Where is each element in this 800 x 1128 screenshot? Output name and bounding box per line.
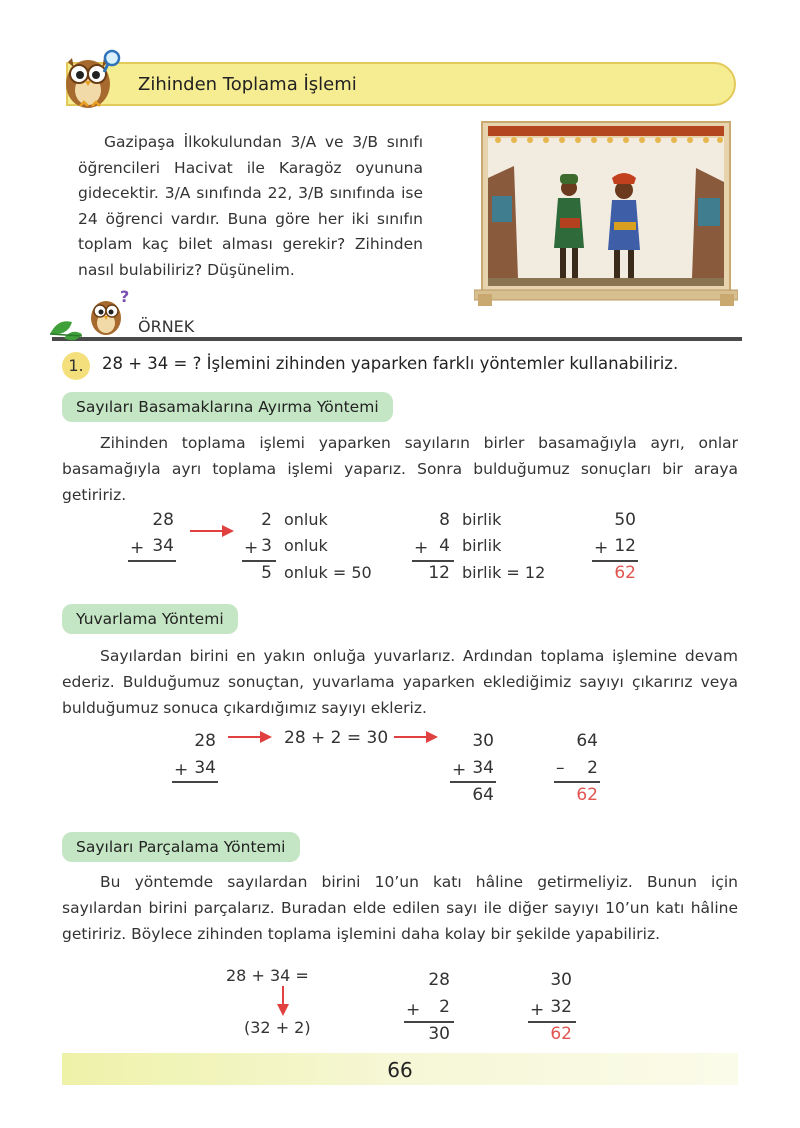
m2c3-b: 34 [472,758,494,778]
m2c1-line [172,781,218,783]
owl-question-icon [86,288,136,338]
method3-label: Sayıları Parçalama Yöntemi [62,832,300,862]
m3c2-r: 30 [428,1024,450,1044]
m1c4-b: 12 [614,536,636,556]
m3c3-result: 62 [550,1024,572,1044]
m3c3-plus: + [530,1000,545,1020]
page-title: Zihinden Toplama İşlemi [138,74,357,95]
m1c2-a: 2 [261,510,272,530]
m1c1-plus: + [130,538,145,558]
m1c2-a-unit: onluk [284,510,328,529]
owl-magnifier-icon [58,46,128,110]
m1c4-a: 50 [614,510,636,530]
m3c3-line [528,1021,576,1023]
m2c4-a: 64 [576,731,598,751]
m3c2-line [404,1021,454,1023]
m2-mid-expression: 28 + 2 = 30 [284,728,389,748]
m3c3-a: 30 [550,970,572,990]
m3c2-a: 28 [428,970,450,990]
m1c4-line [592,560,638,562]
m1c3-plus: + [414,538,429,558]
m1c1-line [128,560,176,562]
m3-split: (32 + 2) [244,1018,311,1037]
m1c2-line [242,560,276,562]
example-number-badge: 1. [62,352,90,380]
arrow-right-icon [190,524,234,538]
intro-paragraph: Gazipaşa İlkokulundan 3/A ve 3/B sınıfı öğrencileri Hacivat ile Karagöz oyununa gidecektir. 3/A sınıfında 22, 3/B sınıfında ise 24 öğrenci vardır. Buna göre her iki sınıfın toplam kaç bilet alması gerekir? Zihinden nasıl bulabiliriz? Düşünelim. [78,133,423,279]
m1c2-r: 5 [261,563,272,583]
m1c3-line [412,560,454,562]
m1c3-b: 4 [439,536,450,556]
page-number: 66 [387,1058,413,1082]
m2c1-a: 28 [194,731,216,751]
m2c4-line [554,781,600,783]
m2c3-plus: + [452,760,467,780]
m2c4-b: 2 [587,758,598,778]
m1c3-b-unit: birlik [462,536,502,555]
m2c1-plus: + [174,760,189,780]
leaf-icon [46,314,86,344]
ornek-divider [52,337,742,341]
arrow-down-icon [276,986,290,1016]
m1c2-r-unit: onluk = 50 [284,563,372,582]
example-text: 28 + 34 = ? İşlemini zihinden yaparken farklı yöntemler kullanabiliriz. [102,354,679,373]
shadow-puppet-stage-image [474,118,738,306]
m1c1-a: 28 [152,510,174,530]
svg-text:?: ? [120,288,130,306]
m1c3-a: 8 [439,510,450,530]
ornek-label: ÖRNEK [138,317,195,336]
m2c3-a: 30 [472,731,494,751]
m1c4-result: 62 [614,563,636,583]
method2-paragraph: Sayılardan birini en yakın onluğa yuvarlarız. Ardından toplama işlemine devam ederiz. Bulduğumuz sonuçtan, yuvarlama yaparken eklediğimiz sayıyı çıkarırız veya bulduğumuz sonuca çıkardığımız sayıyı ekleriz. [62,647,738,717]
arrow-right-icon [228,730,272,744]
m3c3-b: 32 [550,997,572,1017]
m1c2-plus: + [244,538,259,558]
arrow-right-icon [394,730,438,744]
m1c3-r: 12 [428,563,450,583]
method3-paragraph: Bu yöntemde sayılardan birini 10’un katı hâline getirmeliyiz. Bunun için sayılardan birini parçalarız. Buradan elde edilen sayı ile diğer sayıyı 10’un katı hâline getiririz. Böylece zihinden toplama işlemini daha kolay bir şekilde yapabiliriz. [62,873,738,943]
method1-paragraph: Zihinden toplama işlemi yaparken sayıların birler basamağıyla ayrı, onlar basamağıyla ayrı toplama işlemi yaparız. Sonra bulduğumuz sonuçları bir araya getiririz. [62,434,738,504]
m1c3-r-unit: birlik = 12 [462,563,546,582]
m3c2-b: 2 [439,997,450,1017]
m2c4-minus: – [556,758,565,778]
method2-label: Yuvarlama Yöntemi [62,604,238,634]
m1c1-b: 34 [152,536,174,556]
m1c4-plus: + [594,538,609,558]
method1-label: Sayıları Basamaklarına Ayırma Yöntemi [62,392,393,422]
m2c3-r: 64 [472,785,494,805]
m2c1-b: 34 [194,758,216,778]
m2c3-line [450,781,496,783]
m3-expression: 28 + 34 = [226,966,309,985]
m3c2-plus: + [406,1000,421,1020]
m1c3-a-unit: birlik [462,510,502,529]
m1c2-b-unit: onluk [284,536,328,555]
m2c4-result: 62 [576,785,598,805]
m1c2-b: 3 [261,536,272,556]
